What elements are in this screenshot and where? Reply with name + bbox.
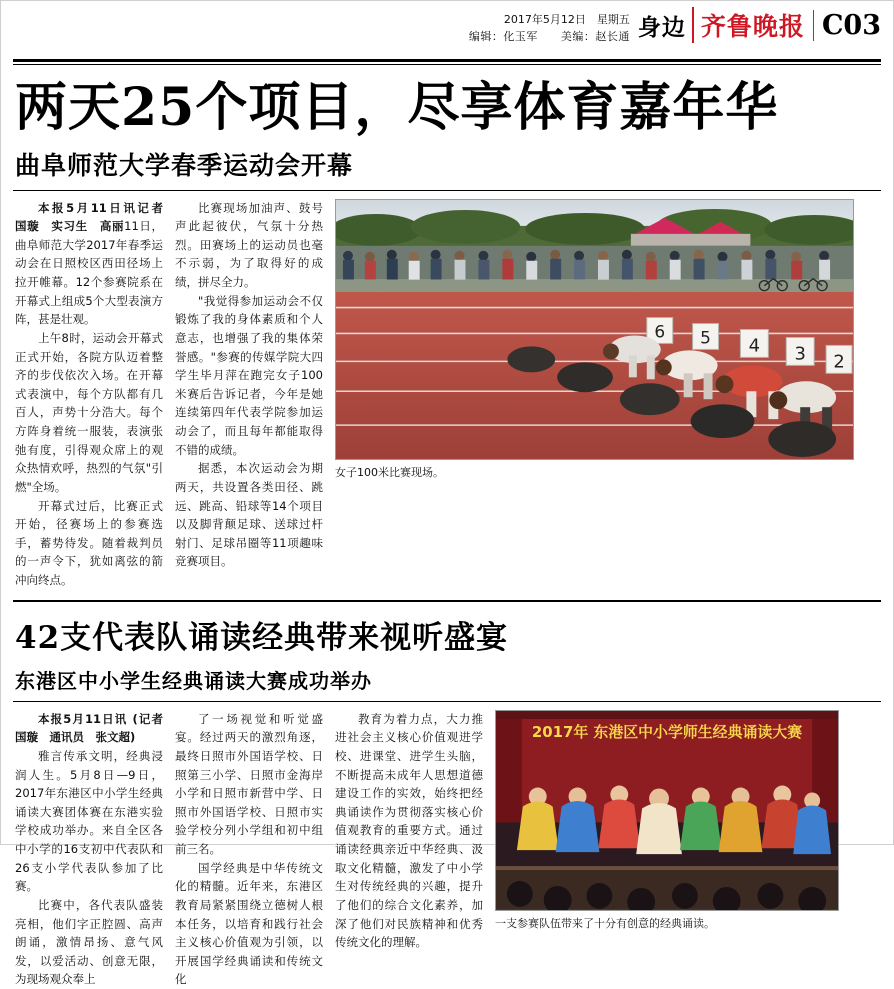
svg-text:6: 6 (654, 321, 666, 342)
article1-column-2 (175, 199, 323, 590)
masthead-brand (638, 7, 881, 45)
page-number: C03 (813, 10, 881, 41)
article2-byline-paragraph (15, 710, 175, 747)
article2-figure (495, 710, 839, 989)
article2-column-1 (15, 710, 175, 989)
article2-p2: 比赛中，各代表队盛装亮相，他们字正腔圆、高声朗诵，激情昂扬、意气风发，以爱活动、创意无限，为现场观众奉上 (15, 897, 163, 987)
svg-text:4: 4 (748, 335, 761, 356)
article1-photo-caption: 女子100米比赛现场。 (335, 465, 444, 479)
article1-subheadline: 曲阜师范大学春季运动会开幕 (15, 150, 354, 180)
masthead-right-group (469, 7, 881, 45)
article1 (1, 191, 893, 590)
article1-p6: 据悉，本次运动会为期两天，共设置各类田径、跳远、跳高、铅球等14个项目以及脚背颠足球、送球过杆射门、足球吊圈等11项趣味竞赛项目。 (175, 461, 323, 569)
svg-text:2: 2 (833, 350, 845, 372)
article1-headline: 两天25个项目，尽享体育嘉年华 (15, 77, 779, 138)
article1-figure (335, 199, 854, 590)
article2 (1, 702, 893, 989)
article2-column-2 (175, 710, 323, 989)
article1-p1: 11日，曲阜师范大学2017年春季运动会在日照校区西田径场上拉开帷幕。12个参赛院系在开幕式上组成5个大型表演方阵，甚是壮观。 (15, 219, 164, 327)
publication-date: 2017年5月12日 星期五 (503, 13, 630, 26)
article1-p2: 上午8时，运动会开幕式正式开始，各院方队迈着整齐的步伐依次入场。在开幕式表演中，每个方队都有几百人，声势十分浩大。每个方阵身着统一服装，表演张弛有度，引得观众席上的观众热情欢呼，热烈的气氛"引燃"全场。 (15, 330, 163, 494)
article2-headline: 42支代表队诵读经典带来视听盛宴 (15, 619, 509, 656)
article2-photo-caption: 一支参赛队伍带来了十分有创意的经典诵读。 (495, 916, 715, 930)
editor-credits: 编辑：化玉军 美编：赵长通 (468, 29, 630, 43)
article2-p3: 了一场视觉和听觉盛宴。经过两天的激烈角逐，最终日照市外国语学校、日照第三小学、日照市金海岸小学和日照市新营中学、日照市外国语学校、日照市实验学校分列小学组和初中组前三名。 (175, 711, 323, 857)
article2-p4: 国学经典是中华传统文化的精髓。近年来，东港区教育局紧紧围绕立德树人根本任务，以培育和践行社会主义核心价值观为引领，以开展国学经典诵读和传统文化 (175, 860, 323, 987)
track-race-photo (335, 199, 854, 460)
article2-p1: 雅言传承文明，经典浸润人生。5月8日—9日，2017年东港区中小学生经典诵读大赛团体赛在东港实验学校成功举办。来自全区各中小学的16支初中代表队和26支小学代表队参加了比赛。 (15, 748, 163, 894)
article1-p4: 比赛现场加油声、鼓号声此起彼伏，气氛十分热烈。田赛场上的运动员也毫不示弱，为了取得好的成绩，拼尽全力。 (175, 200, 323, 290)
article1-byline: 本报5月11日讯记者 国璇 实习生 高丽 (15, 200, 175, 234)
stage-banner-text: 2017年 东港区中小学师生经典诵读大赛 (531, 722, 803, 741)
article1-column-1 (15, 199, 175, 590)
article1-byline-paragraph (15, 199, 175, 329)
masthead-rule-thick (13, 59, 881, 62)
article2-subheadline: 东港区中小学生经典诵读大赛成功举办 (15, 668, 372, 693)
svg-text:5: 5 (700, 327, 711, 348)
article1-p3: 开幕式过后，比赛正式开始，径赛场上的参赛选手，蓄势待发。随着裁判员的一声令下，犹如离弦的箭冲向终点。 (15, 498, 163, 588)
masthead-meta (469, 12, 630, 45)
article1-headline-block (1, 65, 893, 182)
section-name: 身边 (637, 13, 686, 41)
recital-stage-photo (495, 710, 839, 911)
article2-column-3 (335, 710, 483, 989)
article2-p5: 教育为着力点，大力推进社会主义核心价值观进学校、进课堂、进学生头脑，不断提高未成年人思想道德建设工作的实效，始终把经典诵读作为贯彻落实核心价值观教育的重要方式。通过诵读经典亲近中华经典、汲取文化精髓，激发了中小学生对传统经典的兴趣，提升了他们的综合文化素养，加深了他们对民族精神和优秀传统文化的理解。 (335, 711, 483, 950)
article2-byline: 本报5月11日讯 (记者 国璇 通讯员 张文超) (15, 711, 175, 745)
masthead (1, 1, 893, 57)
article1-p5: "我觉得参加运动会不仅锻炼了我的身体素质和个人意志，也增强了我的集体荣誉感。"参赛的传媒学院大四学生毕月萍在跑完女子100米赛后告诉记者，今年是她连续第四年代表学院参加运动会了，而且每年都能取得不错的成绩。 (175, 293, 323, 457)
paper-logo: 齐鲁晚报 (692, 7, 805, 43)
svg-text:3: 3 (794, 342, 806, 364)
